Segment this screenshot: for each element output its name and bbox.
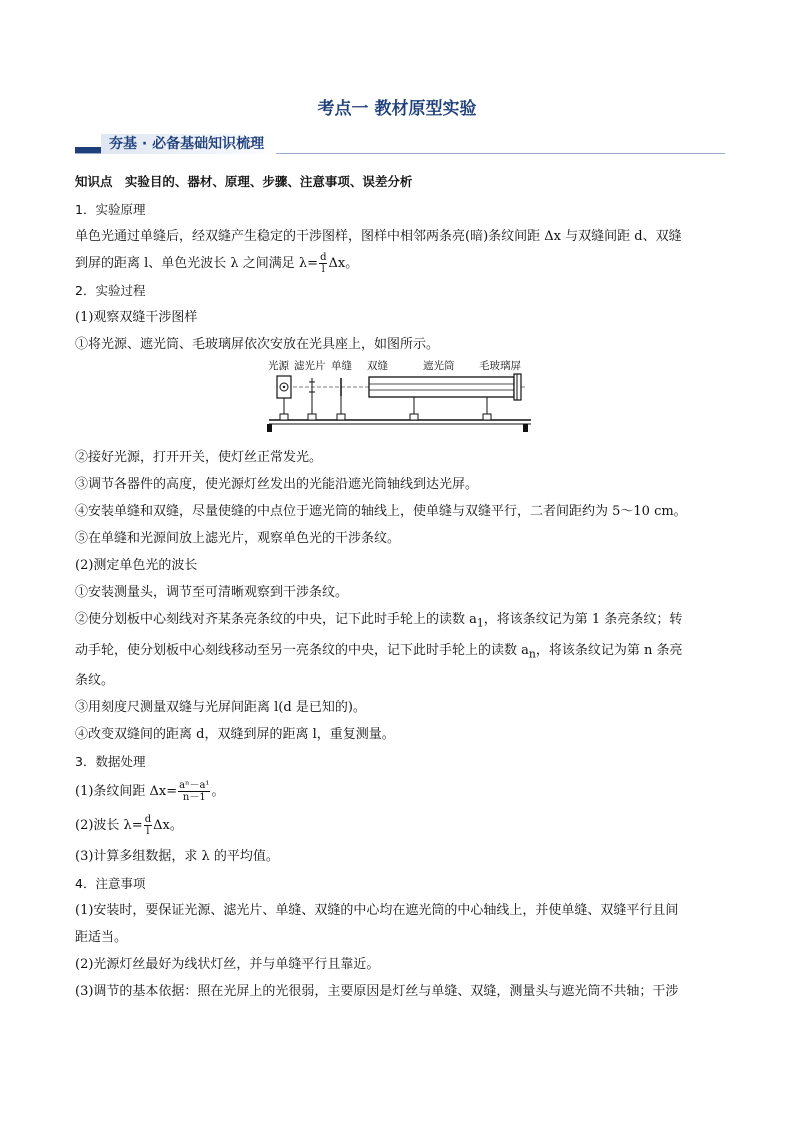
step-2-2-text-d: ，将该条纹记为第 n 条亮 <box>535 642 683 658</box>
process-step-1-1: ①将光源、遮光筒、毛玻璃屏依次安放在光具座上，如图所示。 <box>75 337 440 352</box>
principle-heading: 1．实验原理 <box>75 202 146 217</box>
step-2-2-text-a: ②使分划板中心刻线对齐某条亮条纹的中央，记下此时手轮上的读数 a <box>75 612 477 627</box>
principle-line-2 <box>75 250 725 277</box>
knowledge-point <box>75 168 725 196</box>
process-step-2-4: ④改变双缝间的距离 d，双缝到屏的距离 l，重复测量。 <box>75 727 395 743</box>
data-item-2-end: Δx。 <box>153 818 183 834</box>
label-light-source: 光源 <box>268 360 289 372</box>
process-step-2-1: ①安装测量头，调节至可清晰观察到干涉条纹。 <box>75 585 349 600</box>
process-step-1-5: ⑤在单缝和光源间放上滤光片，观察单色光的干涉条纹。 <box>75 531 401 546</box>
spacing-fraction <box>178 780 210 803</box>
label-tube: 遮光筒 <box>423 360 455 372</box>
process-step-2-2-line-1 <box>75 606 725 637</box>
data-item-2 <box>75 809 725 843</box>
data-item-1 <box>75 775 725 809</box>
notes-heading: 4．注意事项 <box>75 876 146 892</box>
process-step-1-2: ②接好光源，打开开关，使灯丝正常发光。 <box>75 450 323 465</box>
note-1-line-1: (1)安装时，要保证光源、滤光片、单缝、双缝的中心均在遮光筒的中心轴线上，并使单缝、双缝平行且间 <box>75 903 679 919</box>
note-1-line-2: 距适当。 <box>75 930 128 946</box>
apparatus-figure-wrap <box>75 358 725 444</box>
note-3: (3)调节的基本依据：照在光屏上的光很弱，主要原因是灯丝与单缝、双缝，测量头与遮光筒不共轴；干涉 <box>75 984 679 1000</box>
step-2-2-text-c: 动手轮，使分划板中心刻线移动至另一亮条纹的中央，记下此时手轮上的读数 a <box>75 642 529 658</box>
step-2-2-text-b: ，将该条纹记为第 1 条亮条纹；转 <box>483 612 683 627</box>
label-filter: 滤光片 <box>294 360 326 372</box>
wavelength-fraction <box>144 814 152 837</box>
process-step-1-4: ④安装单缝和双缝，尽量使缝的中点位于遮光筒的轴线上，使单缝与双缝平行，二者间距约为 5～10 cm。 <box>75 504 687 519</box>
label-single-slit: 单缝 <box>331 360 352 372</box>
process-step-1-3: ③调节各器件的高度，使光源灯丝发出的光能沿遮光筒轴线到达光屏。 <box>75 477 479 492</box>
knowledge-point-text: 实验目的、器材、原理、步骤、注意事项、误差分析 <box>124 174 413 189</box>
page-title: 考点一 教材原型实验 <box>317 99 477 119</box>
process-step-2-2-line-3: 条纹。 <box>75 673 115 689</box>
step-2-2-sub-1: 1 <box>476 616 484 630</box>
data-item-3: (3)计算多组数据，求 λ 的平均值。 <box>75 849 279 865</box>
principle-line-2-end: Δx。 <box>328 256 359 271</box>
data-heading: 3．数据处理 <box>75 754 146 770</box>
apparatus-figure <box>265 358 535 444</box>
document-body <box>75 168 725 1005</box>
process-heading: 2．实验过程 <box>75 283 146 298</box>
label-screen: 毛玻璃屏 <box>479 360 521 372</box>
data-item-1-text: (1)条纹间距 Δx= <box>75 784 178 800</box>
fraction-denominator: l <box>321 264 325 275</box>
knowledge-point-label: 知识点 <box>75 174 113 189</box>
wavelength-denominator: l <box>146 826 150 838</box>
wavelength-numerator: d <box>144 814 152 826</box>
principle-fraction <box>319 252 327 275</box>
process-step-2-3: ③用刻度尺测量双缝与光屏间距离 l(d 是已知的)。 <box>75 700 366 716</box>
process-sub-2: (2)测定单色光的波长 <box>75 558 198 573</box>
process-step-2-2-line-2 <box>75 637 725 668</box>
data-item-1-end: 。 <box>211 784 225 800</box>
process-sub-1: (1)观察双缝干涉图样 <box>75 310 198 325</box>
note-2: (2)光源灯丝最好为线状灯丝，并与单缝平行且靠近。 <box>75 957 380 973</box>
spacing-denominator: n－1 <box>182 792 206 804</box>
data-item-2-text: (2)波长 λ= <box>75 818 143 834</box>
label-double-slit: 双缝 <box>367 360 388 372</box>
spacing-numerator: aⁿ－a¹ <box>179 780 210 792</box>
principle-line-2-text: 到屏的距离 l、单色光波长 λ 之间满足 λ= <box>75 256 319 271</box>
banner-label: 夯基 · 必备基础知识梳理 <box>101 134 276 154</box>
section-banner <box>75 132 725 158</box>
principle-line-1: 单色光通过单缝后，经双缝产生稳定的干涉图样，图样中相邻两条亮(暗)条纹间距 Δx 与双缝间距 d、双缝 <box>75 229 682 244</box>
step-2-2-sub-n: n <box>528 647 536 661</box>
fraction-numerator: d <box>320 252 327 263</box>
